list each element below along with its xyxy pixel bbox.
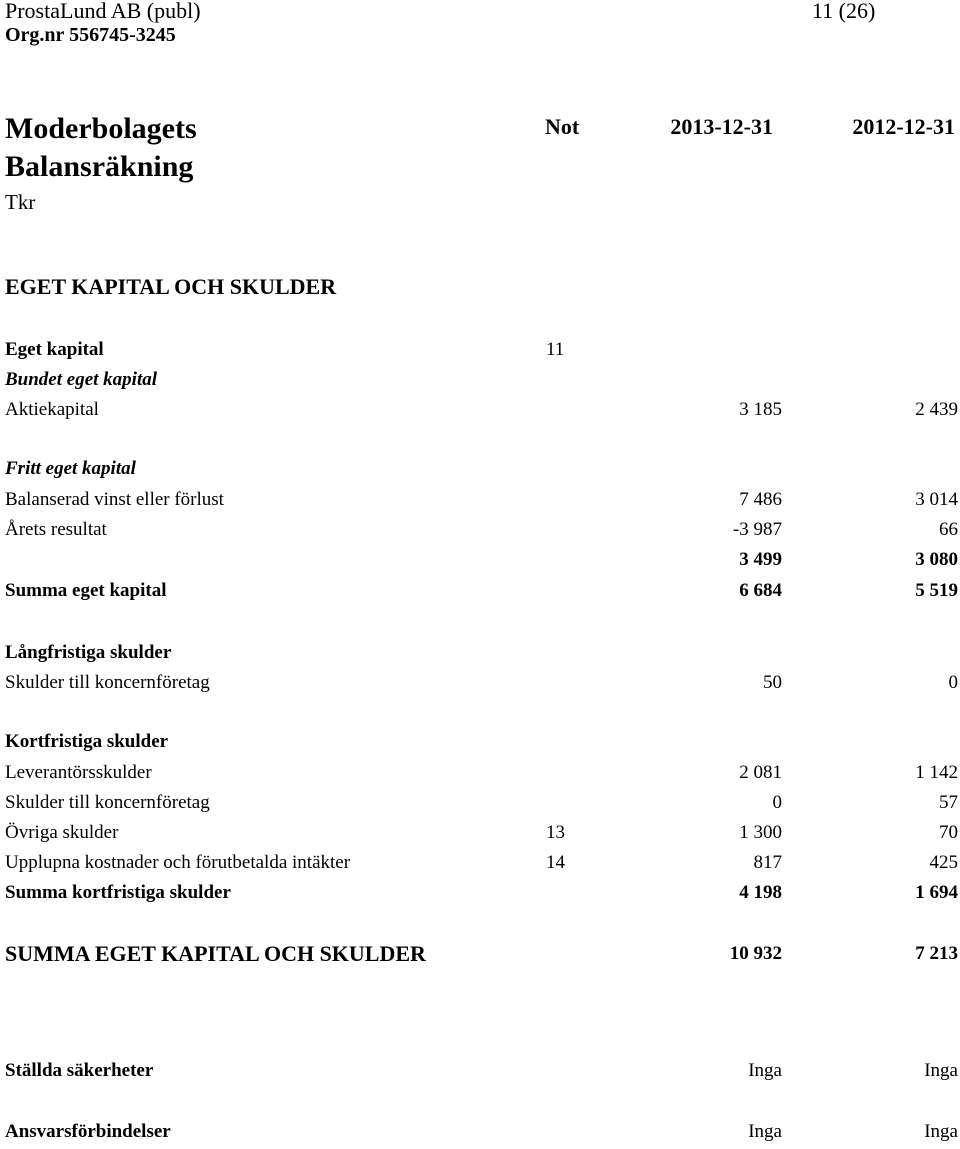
row-label: Upplupna kostnader och förutbetalda intäkter xyxy=(5,852,351,873)
value-2013: 4 198 xyxy=(739,882,782,903)
table-row xyxy=(0,672,960,700)
row-note: 11 xyxy=(546,339,565,360)
value-2012: 1 694 xyxy=(915,882,958,903)
org-number: Org.nr 556745-3245 xyxy=(5,24,176,46)
row-label: Summa kortfristiga skulder xyxy=(5,882,231,903)
column-header-note: Not xyxy=(545,114,580,139)
table-row xyxy=(0,642,960,670)
grand-total-row xyxy=(0,943,960,971)
row-label: Övriga skulder xyxy=(5,822,119,843)
title-line-1: Moderbolagets xyxy=(5,112,197,145)
value-2012: 5 519 xyxy=(915,580,958,601)
table-row xyxy=(0,852,960,880)
row-label: Eget kapital xyxy=(5,339,104,360)
row-note: 14 xyxy=(546,852,565,873)
row-label: Skulder till koncernföretag xyxy=(5,792,210,813)
value-2013: 10 932 xyxy=(729,943,782,964)
value-2013: 6 684 xyxy=(739,580,782,601)
row-label: Aktiekapital xyxy=(5,399,99,420)
table-row xyxy=(0,822,960,850)
table-row xyxy=(0,519,960,547)
value-2012: Inga xyxy=(924,1121,958,1142)
row-label: Långfristiga skulder xyxy=(5,642,172,663)
value-2012: 66 xyxy=(939,519,958,540)
row-note: 13 xyxy=(546,822,565,843)
row-label: Skulder till koncernföretag xyxy=(5,672,210,693)
total-row xyxy=(0,580,960,608)
table-row xyxy=(0,339,960,367)
page-number: 11 (26) xyxy=(812,0,876,23)
title-line-2: Balansräkning xyxy=(5,150,194,183)
section-title: EGET KAPITAL OCH SKULDER xyxy=(5,274,337,299)
value-2013: 7 486 xyxy=(739,489,782,510)
row-label: Kortfristiga skulder xyxy=(5,731,169,752)
row-label: Ansvarsförbindelser xyxy=(5,1121,171,1142)
row-label: Balanserad vinst eller förlust xyxy=(5,489,224,510)
table-row xyxy=(0,731,960,759)
value-2012: 7 213 xyxy=(915,943,958,964)
table-row xyxy=(0,762,960,790)
row-label: Bundet eget kapital xyxy=(5,369,157,390)
value-2013: -3 987 xyxy=(732,519,782,540)
value-2013: 1 300 xyxy=(739,822,782,843)
row-label: Summa eget kapital xyxy=(5,580,167,601)
value-2012: 1 142 xyxy=(915,762,958,783)
company-name: ProstaLund AB (publ) xyxy=(5,0,201,23)
row-label: Årets resultat xyxy=(5,519,107,540)
value-2012: 425 xyxy=(929,852,958,873)
subtotal-row xyxy=(0,549,960,577)
value-2013: 2 081 xyxy=(739,762,782,783)
value-2013: 50 xyxy=(763,672,782,693)
pledged-assets-row xyxy=(0,1060,960,1088)
value-2012: Inga xyxy=(924,1060,958,1081)
value-2012: 3 080 xyxy=(915,549,958,570)
row-label: Ställda säkerheter xyxy=(5,1060,154,1081)
value-2012: 0 xyxy=(948,672,958,693)
value-2013: Inga xyxy=(748,1121,782,1142)
table-row xyxy=(0,369,960,397)
table-row xyxy=(0,399,960,427)
total-row xyxy=(0,882,960,910)
value-2012: 70 xyxy=(939,822,958,843)
table-row xyxy=(0,489,960,517)
value-2013: Inga xyxy=(748,1060,782,1081)
row-label: Fritt eget kapital xyxy=(5,458,136,479)
value-2012: 3 014 xyxy=(915,489,958,510)
column-header-2013: 2013-12-31 xyxy=(670,114,773,139)
value-2013: 817 xyxy=(753,852,782,873)
table-row xyxy=(0,792,960,820)
column-header-2012: 2012-12-31 xyxy=(852,114,955,139)
table-row xyxy=(0,458,960,486)
value-2012: 2 439 xyxy=(915,399,958,420)
row-label: SUMMA EGET KAPITAL OCH SKULDER xyxy=(5,941,426,966)
value-2013: 0 xyxy=(772,792,782,813)
value-2013: 3 185 xyxy=(739,399,782,420)
row-label: Leverantörsskulder xyxy=(5,762,152,783)
currency-unit: Tkr xyxy=(5,190,36,214)
value-2012: 57 xyxy=(939,792,958,813)
value-2013: 3 499 xyxy=(739,549,782,570)
